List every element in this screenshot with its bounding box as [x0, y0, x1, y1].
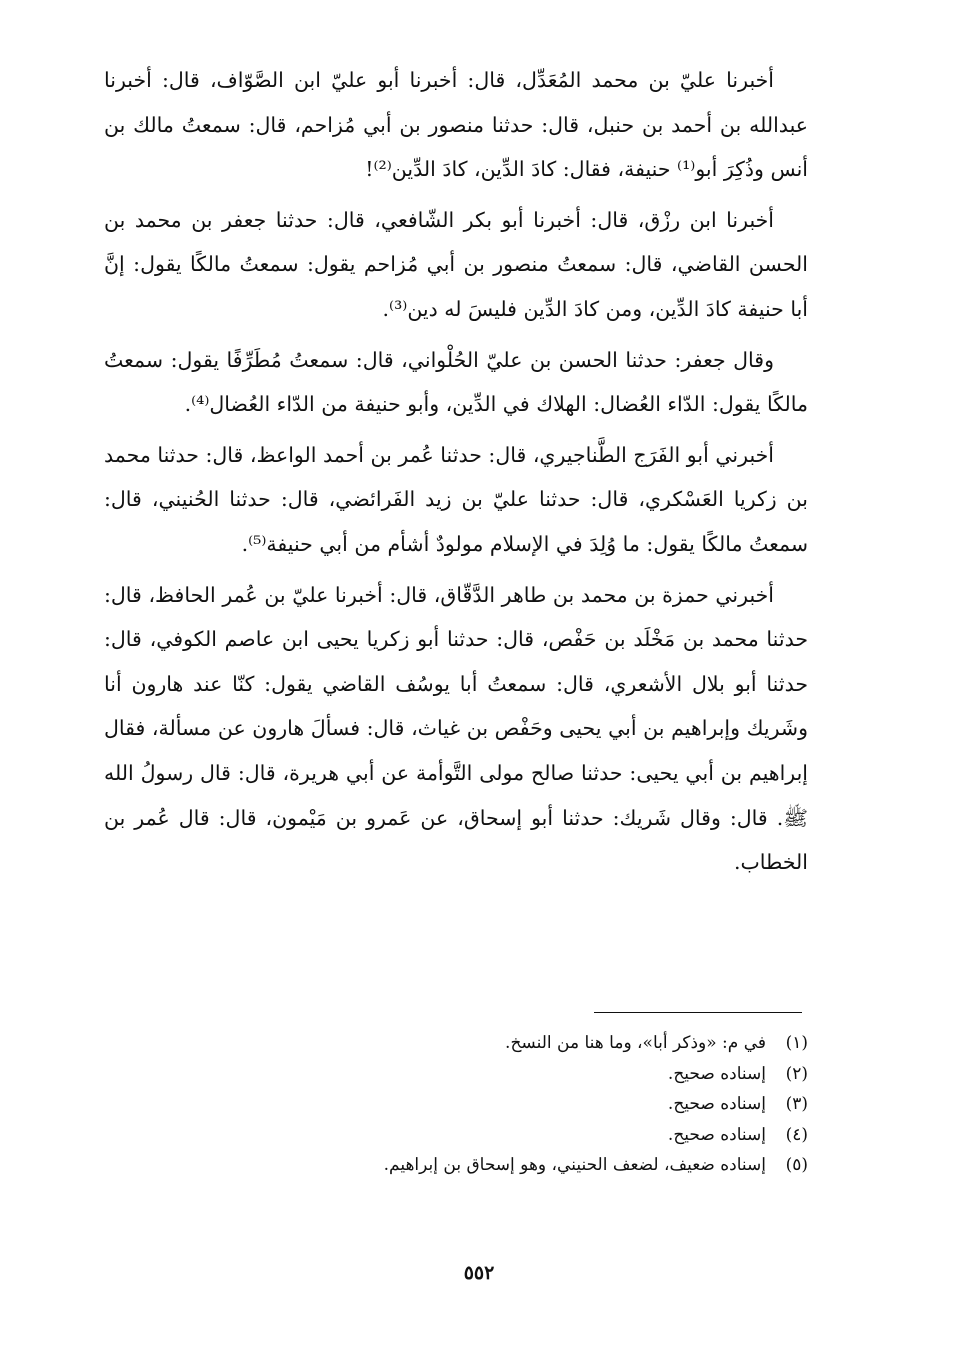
- footnote-separator: [594, 1012, 802, 1013]
- page-number: ٥٥٢: [463, 1262, 495, 1284]
- paragraph-2: أخبرنا ابن رزْق، قال: أخبرنا أبو بكر الشّافعي، قال: حدثنا جعفر بن محمد بن الحسن القاضي، قال: سمعتُ منصور بن أبي مُزاحم يقول: سمعتُ مالكًا يقول: إنَّ أبا حنيفة كادَ الدِّين، ومن كادَ الدِّين فليسَ له دين⁽³⁾.: [104, 207, 808, 321]
- footnote-text: إسناده صحيح.: [667, 1094, 766, 1114]
- footnote-number: (١): [785, 1033, 808, 1053]
- footnote-4: [300, 1120, 808, 1151]
- paragraph-3: وقال جعفر: حدثنا الحسن بن عليّ الحُلْواني، قال: سمعتُ مُطَرِّفًا يقول: سمعتُ مالكًا يقول: الدّاء العُضال: الهلاك في الدِّين، وأبو حنيفة من الدّاء العُضال⁽⁴⁾.: [104, 347, 808, 417]
- paragraph-1: أخبرنا عليّ بن محمد المُعَدِّل، قال: أخبرنا أبو عليّ ابن الصَّوّاف، قال: أخبرنا عبدالله بن أحمد بن حنبل، قال: حدثنا منصور بن أبي مُزاحم، قال: سمعتُ مالك بن أنس وذُكِرَ أبو⁽¹⁾ حنيفة، فقال: كادَ الدِّين، كادَ الدِّين⁽²⁾!: [104, 68, 808, 182]
- paragraph-4: أخبرني أبو الفَرَج الطَّناجيري، قال: حدثنا عُمر بن أحمد الواعظ، قال: حدثنا محمد بن زكريا العَسْكري، قال: حدثنا عليّ بن زيد الفَرائضي، قال: حدثنا الحُنيني، قال: سمعتُ مالكًا يقول: ما وُلِدَ في الإسلام مولودٌ أشأم من أبي حنيفة⁽⁵⁾.: [104, 442, 808, 556]
- footnote-text: في م: «وذكر أبا»، وما هنا من النسخ.: [505, 1033, 766, 1053]
- footnote-5: [300, 1150, 808, 1181]
- footnote-number: (٥): [785, 1155, 808, 1175]
- main-text: [104, 58, 808, 891]
- footnote-3: [300, 1089, 808, 1120]
- footnote-number: (٢): [785, 1063, 808, 1084]
- footnote-number: (٤): [785, 1124, 808, 1145]
- footnote-number: (٣): [785, 1094, 808, 1114]
- footnote-text: إسناده صحيح.: [667, 1124, 766, 1145]
- footnote-2: [300, 1059, 808, 1090]
- footnote-text: إسناده صحيح.: [667, 1063, 766, 1084]
- paragraph-5: أخبرني حمزة بن محمد بن طاهر الدَّقّاق، قال: أخبرنا عليّ بن عُمر الحافظ، قال: حدثنا محمد بن مَخْلَد بن حَفْص، قال: حدثنا أبو زكريا يحيى ابن عاصم الكوفي، قال: حدثنا أبو بلال الأشعري، قال: سمعتُ أبا يوسُف القاضي يقول: كنّا عند هارون أنا وشَريك وإبراهيم بن أبي يحيى وحَفْص بن غياث، قال: فسألَ هارون عن مسألة، فقال إبراهيم بن أبي يحيى: حدثنا صالح مولى التَّوأمة عن أبي هريرة، قال: قال رسولُ الله ﷺ. قال: وقال شَريك: حدثنا أبو إسحاق، عن عَمرو بن مَيْمون، قال: قال عُمر بن الخطاب.: [104, 582, 808, 875]
- footnote-1: [300, 1028, 808, 1059]
- footnote-text: إسناده ضعيف، لضعف الحنيني، وهو إسحاق بن إبراهيم.: [383, 1155, 766, 1175]
- footnotes: [300, 1028, 808, 1181]
